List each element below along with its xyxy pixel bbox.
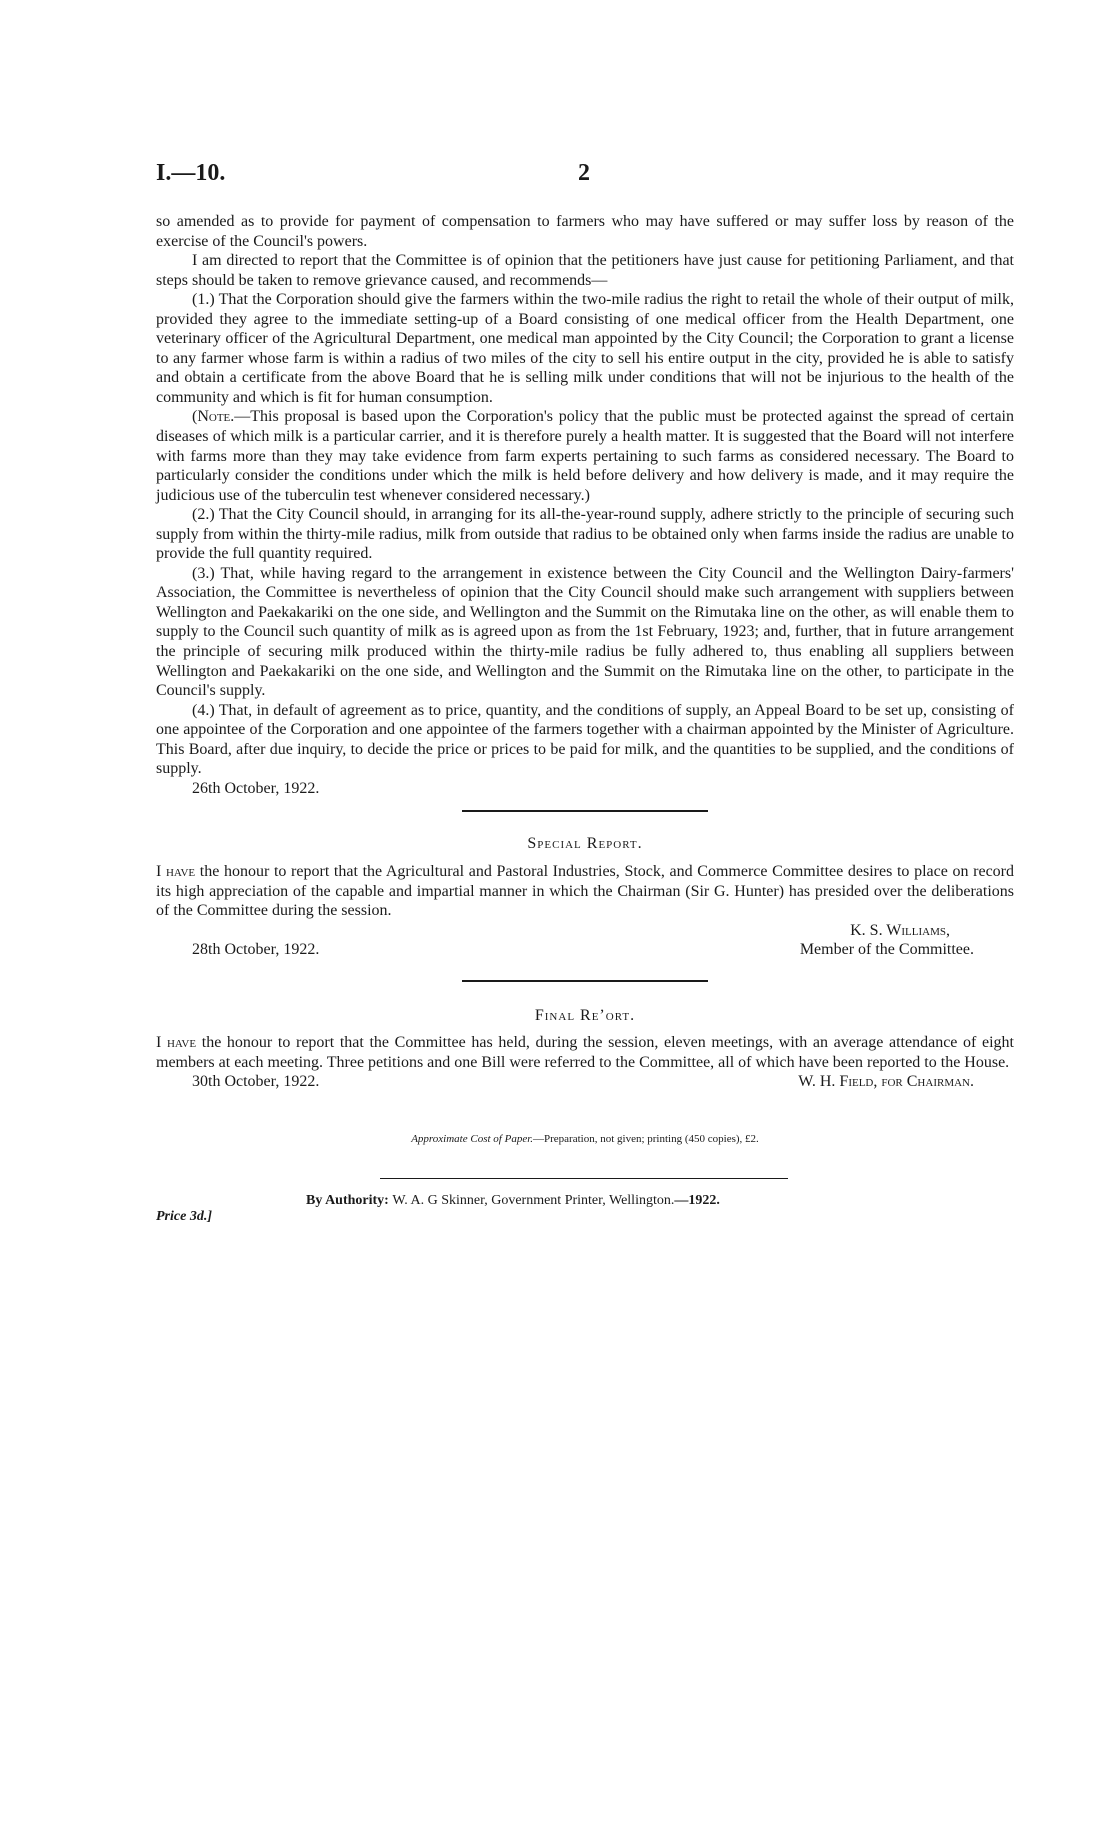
- cost-label: Approximate Cost of Paper.: [411, 1132, 534, 1145]
- page-number: 2: [578, 160, 590, 186]
- special-report-signer: K. S. Williams,: [850, 921, 950, 939]
- printer-authority: [306, 1191, 720, 1211]
- recommendation-2: (2.) That the City Council should, in arranging for its all-the-year-round supply, adhere strictly to the principle of securing such supply from within the thirty-mile radius, milk from outside that radius to be obtained only when farms inside the radius are unable to provide the full quantity required.: [156, 506, 1014, 563]
- final-report-lead: I have: [156, 1034, 197, 1052]
- special-report-signature-row: [156, 921, 1014, 941]
- special-report-signer-role: Member of the Committee.: [799, 941, 974, 959]
- note-label: Note: [197, 408, 231, 426]
- recommendation-note: [156, 407, 1014, 505]
- imprint-row: [156, 1191, 1014, 1231]
- authority-year: —1922.: [674, 1192, 720, 1208]
- special-report-lead: I have: [156, 862, 196, 880]
- authority-label: By Authority:: [306, 1192, 389, 1208]
- final-report-body: the honour to report that the Committee has held, during the session, eleven meetings, with an average attendance of eight members at each meeting. Three petitions and one Bill were referred to the Committee, all of which have been reported to the House.: [156, 1034, 1014, 1071]
- document-body: [156, 212, 1014, 1231]
- final-report-date-row: [156, 1072, 1014, 1092]
- special-report-date: 28th October, 1922.: [192, 941, 320, 959]
- authority-text: W. A. G Skinner, Government Printer, Wellington.: [392, 1192, 675, 1208]
- paragraph-continuation: so amended as to provide for payment of compensation to farmers who may have suffered or may suffer loss by reason of the exercise of the Council's powers.: [156, 213, 1014, 250]
- price-label: Price 3d.]: [156, 1208, 212, 1224]
- special-report-text: [156, 862, 1014, 921]
- cost-text: —Preparation, not given; printing (450 copies), £2.: [533, 1132, 759, 1145]
- section-divider: [462, 810, 708, 812]
- special-report-heading: Special Report.: [527, 835, 643, 853]
- final-report-heading: Final Re’ort.: [534, 1006, 636, 1024]
- recommendation-1: (1.) That the Corporation should give the farmers within the two-mile radius the right to retail the whole of their output of milk, provided they agree to the immediate setting-up of a Board consisting of one medical officer from the Health Department, one veterinary officer of the Agricultural Department, one medical man appointed by the City Council; the Corporation to grant a license to any farmer whose farm is within a radius of two miles of the city to sell his entire output in the city, provided he is able to satisfy and obtain a certificate from the above Board that he is selling milk under conditions that will not be injurious to the health of the community and which is fit for human consumption.: [156, 291, 1014, 406]
- special-report-date-row: [156, 940, 1014, 960]
- page-header: [156, 160, 1014, 190]
- paragraph-directed: I am directed to report that the Committee is of opinion that the petitioners have just cause for petitioning Parliament, and that steps should be taken to remove grievance caused, and recommends—: [156, 252, 1014, 289]
- special-report-body: the honour to report that the Agricultural and Pastoral Industries, Stock, and Commerce Committee desires to place on record its high appreciation of the capable and impartial manner in which the Chairman (Sir G. Hunter) has presided over the deliberations of the Committee during the session.: [156, 862, 1015, 920]
- section-divider: [462, 980, 708, 982]
- final-report-signer: W. H. Field, for Chairman.: [798, 1073, 974, 1091]
- note-open-paren: (: [192, 408, 198, 426]
- note-text: .—This proposal is based upon the Corporation's policy that the public must be protected against the spread of certain diseases of which milk is a particular carrier, and it is therefore purely a health matter. It is suggested that the Board will not interfere with farms more than they may take evidence from farm experts pertaining to such farms as considered necessary. The Board to particularly consider the conditions under which the milk is held before delivery and how delivery is made, and it may require the judicious use of the tuberculin test whenever considered necessary.): [156, 408, 1014, 504]
- cost-note: [156, 1132, 1014, 1146]
- recommendation-3: (3.) That, while having regard to the arrangement in existence between the City Council and the Wellington Dairy-farmers' Association, the Committee is nevertheless of opinion that the City Council should make such arrangement with suppliers between Wellington and Paekakariki on the one side, and Wellington and the Summit on the Rimutaka line on the other, as will enable them to supply to the Council such quantity of milk as is agreed upon as from the 1st February, 1923; and, further, that in future arrangement the principle of securing milk produced within the thirty-mile radius be fully adhered to, thus enabling all suppliers between Wellington and Paekakariki on the one side, and Wellington and the Summit on the Rimutaka line on the other, to participate in the Council's supply.: [156, 564, 1014, 700]
- footer-divider: [380, 1178, 788, 1179]
- report-date: 26th October, 1922.: [192, 779, 320, 797]
- recommendation-4: (4.) That, in default of agreement as to price, quantity, and the conditions of supply, an Appeal Board to be set up, consisting of one appointee of the Corporation and one appointee of the farmers together with a chairman appointed by the Minister of Agriculture. This Board, after due inquiry, to decide the price or prices to be paid for milk, and the quantities to be supplied, and the conditions of supply.: [156, 701, 1014, 778]
- document-reference: I.—10.: [156, 160, 226, 186]
- final-report-text: [156, 1033, 1014, 1072]
- final-report-date: 30th October, 1922.: [192, 1073, 320, 1091]
